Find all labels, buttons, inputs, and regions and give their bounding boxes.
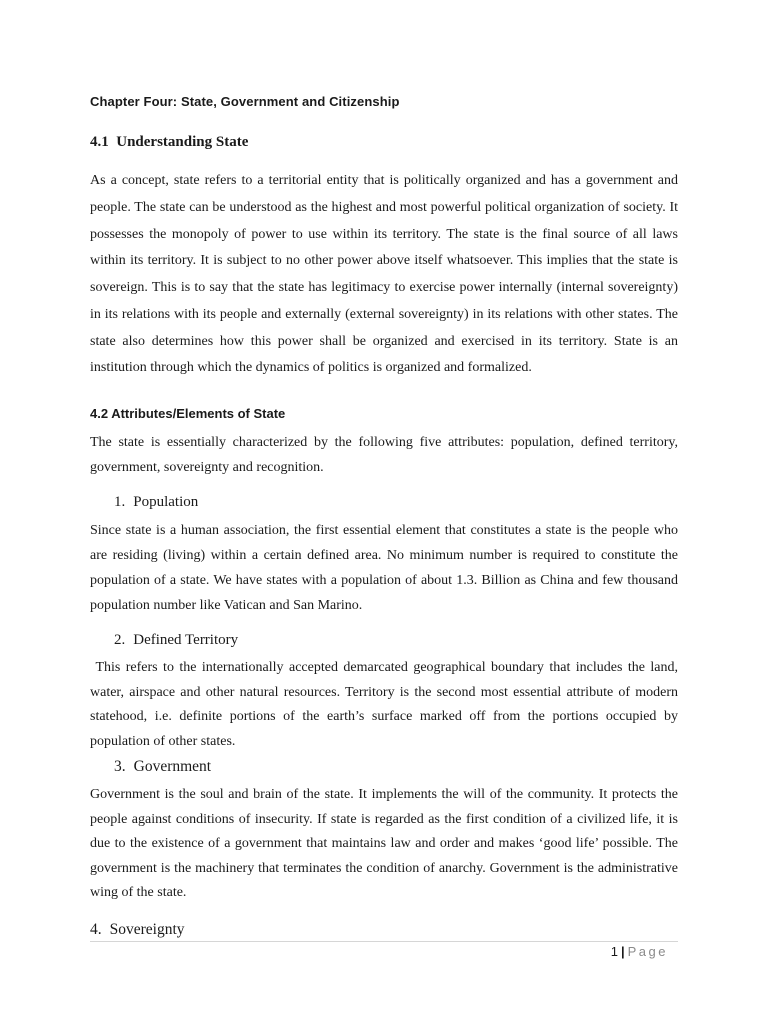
footer-separator: |: [620, 944, 625, 959]
page-number: 1: [610, 944, 618, 959]
list-title: Sovereignty: [109, 921, 185, 938]
list-number: 4.: [90, 921, 102, 938]
government-paragraph: Government is the soul and brain of the state. It implements the will of the community. It protects the people against conditions of insecurity. If state is regarded as the first condition of a civilized life, it is due to the existence of a government that maintains law and order and makes ‘good life’ possible. The government is the machinery that terminates the condition of anarchy. Government is the administrative wing of the state.: [90, 787, 678, 900]
attribute-heading-population: [114, 494, 198, 511]
page-label: Page: [627, 944, 668, 959]
section-4-2-intro: The state is essentially characterized by the following five attributes: population, defined territory, government, sovereignty and recognition.: [90, 435, 678, 475]
list-number: 2.: [114, 632, 126, 648]
section-4-2-heading: 4.2 Attributes/Elements of State: [90, 406, 286, 421]
list-number: 3.: [114, 758, 126, 775]
chapter-title: Chapter Four: State, Government and Citizenship: [90, 94, 400, 109]
footer-divider: [90, 941, 678, 942]
population-paragraph: Since state is a human association, the first essential element that constitutes a state is the people who are residing (living) within a certain defined area. No minimum number is required to constitute the population of a state. We have states with a population of about 1.3. Billion as China and few thousand population number like Vatican and San Marino.: [90, 523, 678, 613]
list-number: 1.: [114, 494, 126, 510]
page-footer: [611, 944, 668, 959]
list-title: Defined Territory: [133, 632, 239, 648]
section-4-1-heading: 4.1 Understanding State: [90, 134, 249, 150]
list-title: Government: [133, 758, 212, 775]
defined-territory-paragraph: This refers to the internationally accepted demarcated geographical boundary that includes the land, water, airspace and other natural resources. Territory is the second most essential attribute of modern statehood, i.e. definite portions of the earth’s surface marked off from the portions occupied by population of other states.: [90, 660, 682, 749]
section-4-1-paragraph: As a concept, state refers to a territorial entity that is politically organized and has a government and people. The state can be understood as the highest and most powerful political organization of society. It possesses the monopoly of power to use within its territory. The state is the final source of all laws within its territory. It is subject to no other power above itself whatsoever. This implies that the state is sovereign. This is to say that the state has legitimacy to exercise power internally (internal sovereignty) in its relations with its people and externally (external sovereignty) in its relations with other states. The state also determines how this power shall be organized and exercised in its territory. State is an institution through which the dynamics of politics is organized and formalized.: [90, 173, 678, 376]
attribute-heading-defined-territory: [114, 632, 238, 649]
list-title: Population: [133, 494, 199, 510]
attribute-heading-sovereignty: [90, 921, 185, 939]
attribute-heading-government: [114, 758, 211, 776]
